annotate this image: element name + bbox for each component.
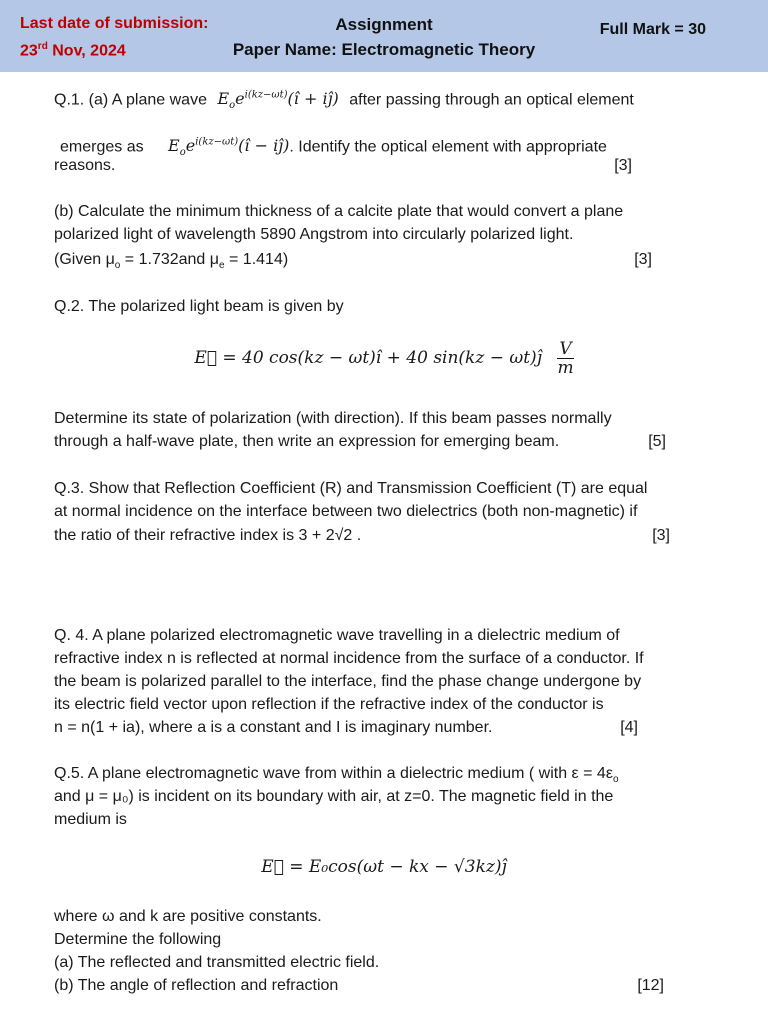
q5-line-4: where ω and k are positive constants. <box>54 908 322 925</box>
q1a-wave-out: $E_oe^{i(kz-\omega t)}(î$ − iĵ) <box>168 136 290 159</box>
q1a-wave-in: $E_oe^{i(kz-\omega t)}(î$ + iĵ) <box>217 89 339 112</box>
q2-mark: [5] <box>648 433 666 450</box>
q4-line-5: n = n(1 + ia), where a is a constant and I is imaginary number. [4] <box>54 716 638 739</box>
q1a-line-1: Q.1. (a) A plane wave $E_oe^{i(kz-\omega t)}(î$ + iĵ) after passing through an optical element <box>54 89 634 112</box>
q3-line-2: at normal incidence on the interface between two dielectrics (both non-magnetic) if <box>54 503 638 520</box>
q4-mark: [4] <box>620 719 638 736</box>
q2-line-2: through a half-wave plate, then write an expression for emerging beam. [5] <box>54 430 666 453</box>
q1b-mark: [3] <box>634 251 652 268</box>
q1a-line-2: emerges as $E_oe^{i(kz-\omega t)}(î$ − iĵ). Identify the optical element with appropriate <box>60 136 607 159</box>
q4-line-4: its electric field vector upon reflection if the refractive index of the conductor is <box>54 696 604 713</box>
q3-mark: [3] <box>652 527 670 544</box>
q3-line-1: Q.3. Show that Reflection Coefficient (R) and Transmission Coefficient (T) are equal <box>54 480 648 497</box>
q3-line-3: the ratio of their refractive index is 3 + 2√2 . [3] <box>54 524 670 547</box>
deadline-label: Last date of submission: <box>20 15 209 32</box>
q5-line-1: Q.5. A plane electromagnetic wave from within a dielectric medium ( with $\varepsilon = 4\varepsilon_o$ <box>54 765 619 786</box>
assignment-title: Assignment <box>335 15 433 34</box>
q5-item-b: (b) The angle of reflection and refraction [12] <box>54 974 664 997</box>
full-mark: Full Mark = 30 <box>599 21 706 38</box>
assignment-title-block <box>200 12 568 62</box>
q1b-line-2: polarized light of wavelength 5890 Angstrom into circularly polarized light. <box>54 226 574 243</box>
q4-line-1: Q. 4. A plane polarized electromagnetic wave travelling in a dielectric medium of <box>54 627 620 644</box>
q4-line-3: the beam is polarized parallel to the interface, find the phase change undergone by <box>54 673 642 690</box>
q2-unit: $\frac{V}{m}$ <box>557 339 574 378</box>
q2-intro: Q.2. The polarized light beam is given by <box>54 298 344 315</box>
header-banner <box>0 0 768 72</box>
submission-deadline <box>20 12 208 62</box>
q1b-given: (Given $\mu_o = 1.732and$ $\mu_e = 1.414$) [3] <box>54 248 652 277</box>
q5-equation: E⃗ = E₀cos(ωt − kx − √3kz)ĵ <box>261 857 507 877</box>
q5-item-a: (a) The reflected and transmitted electric field. <box>54 954 380 971</box>
paper-name: Paper Name: Electromagnetic Theory <box>232 40 536 59</box>
q1b-line-1: (b) Calculate the minimum thickness of a calcite plate that would convert a plane <box>54 203 624 220</box>
deadline-date: 23rd Nov, 2024 <box>20 41 126 60</box>
q2-line-1: Determine its state of polarization (with direction). If this beam passes normally <box>54 410 612 427</box>
q4-line-2: refractive index n is reflected at normal incidence from the surface of a conductor. If <box>54 650 644 667</box>
q5-line-2: and μ = μ₀) is incident on its boundary with air, at z=0. The magnetic field in the <box>54 788 614 805</box>
q5-line-3: medium is <box>54 811 127 828</box>
q2-equation: E⃗ = 40 cos(kz − ωt)î + 40 sin(kz − ωt)ĵ $\frac{V}{m}$ <box>194 339 574 378</box>
q5-mark: [12] <box>637 977 664 994</box>
q1a-mark: [3] <box>614 157 632 174</box>
q1a-line-3: reasons. [3] <box>54 154 632 177</box>
q5-line-5: Determine the following <box>54 931 222 948</box>
